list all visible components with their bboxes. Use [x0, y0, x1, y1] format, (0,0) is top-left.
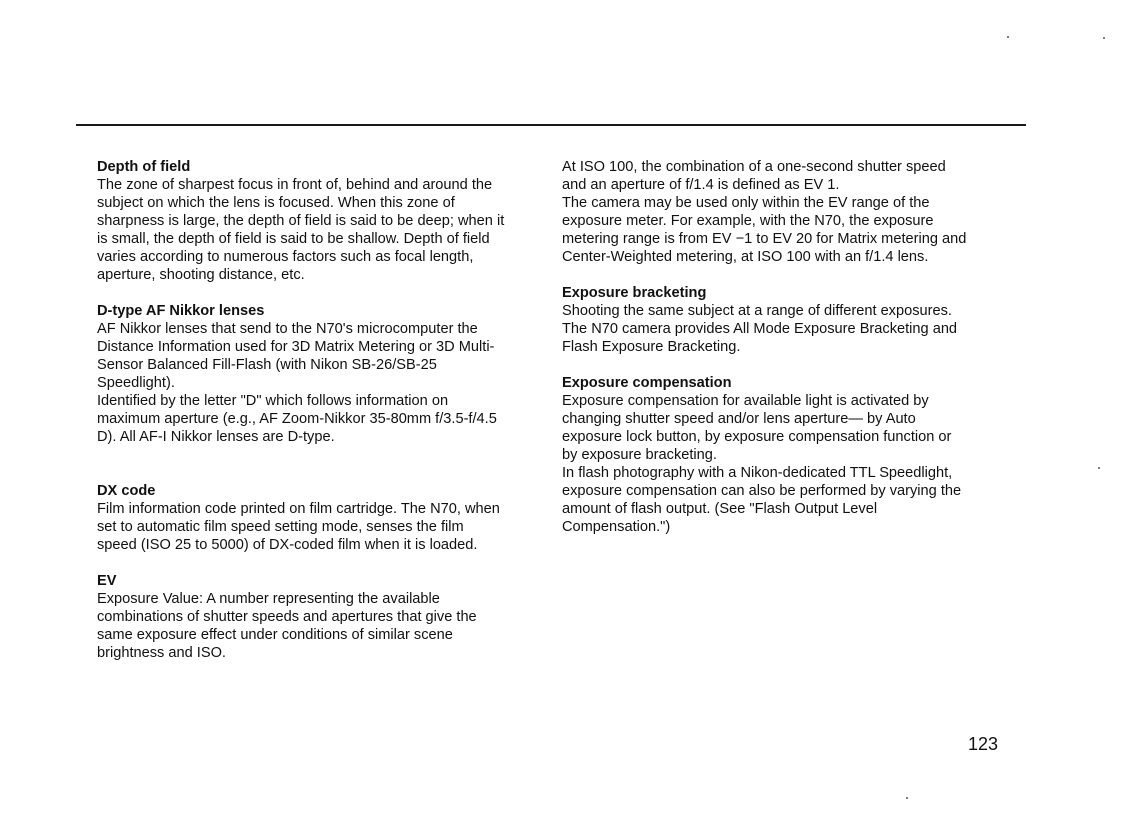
glossary-term: DX code: [97, 483, 156, 499]
glossary-text-line: In flash photography with a Nikon-dedicated TTL Speedlight,: [562, 465, 953, 481]
glossary-term: EV: [97, 573, 117, 589]
glossary-text-line: Exposure compensation for available light is activated by: [562, 393, 929, 409]
glossary-text-line: speed (ISO 25 to 5000) of DX-coded film when it is loaded.: [97, 537, 478, 553]
glossary-text-line: Flash Exposure Bracketing.: [562, 339, 741, 355]
glossary-text-line: same exposure effect under conditions of similar scene: [97, 627, 453, 643]
glossary-term: Depth of field: [97, 159, 191, 175]
scan-speck: [1007, 36, 1009, 38]
glossary-entry-d-type-af-nikkor: [97, 302, 537, 446]
glossary-text-line: maximum aperture (e.g., AF Zoom-Nikkor 35-80mm f/3.5-f/4.5: [97, 411, 497, 427]
glossary-text-line: The zone of sharpest focus in front of, behind and around the: [97, 177, 493, 193]
glossary-text-line: brightness and ISO.: [97, 645, 226, 661]
glossary-text-line: and an aperture of f/1.4 is defined as EV 1.: [562, 177, 840, 193]
glossary-term: Exposure compensation: [562, 375, 732, 391]
glossary-text-line: D). All AF-I Nikkor lenses are D-type.: [97, 429, 335, 445]
glossary-text-line: metering range is from EV −1 to EV 20 for Matrix metering and: [562, 231, 967, 247]
glossary-text-line: Sensor Balanced Fill-Flash (with Nikon SB-26/SB-25: [97, 357, 437, 373]
glossary-term: D-type AF Nikkor lenses: [97, 303, 265, 319]
glossary-text-line: Speedlight).: [97, 375, 175, 391]
glossary-text-line: aperture, shooting distance, etc.: [97, 267, 305, 283]
glossary-text-line: by exposure bracketing.: [562, 447, 717, 463]
glossary-text-line: varies according to numerous factors such as focal length,: [97, 249, 474, 265]
glossary-text-line: amount of flash output. (See "Flash Output Level: [562, 501, 878, 517]
glossary-text-line: The camera may be used only within the EV range of the: [562, 195, 930, 211]
glossary-text-line: changing shutter speed and/or lens aperture— by Auto: [562, 411, 916, 427]
glossary-text-line: Identified by the letter "D" which follows information on: [97, 393, 449, 409]
glossary-text-line: exposure lock button, by exposure compensation function or: [562, 429, 952, 445]
glossary-entry-exposure-compensation: [562, 374, 1002, 536]
glossary-entry-ev: [97, 572, 537, 662]
glossary-text-line: Center-Weighted metering, at ISO 100 with an f/1.4 lens.: [562, 249, 929, 265]
glossary-text-line: The N70 camera provides All Mode Exposure Bracketing and: [562, 321, 958, 337]
glossary-text-line: AF Nikkor lenses that send to the N70's microcomputer the: [97, 321, 478, 337]
glossary-text-line: exposure meter. For example, with the N70, the exposure: [562, 213, 934, 229]
scan-speck: [906, 797, 908, 799]
glossary-term: Exposure bracketing: [562, 285, 707, 301]
glossary-entry-dx-code: [97, 482, 537, 554]
glossary-entry-depth-of-field: [97, 158, 537, 284]
page-number: 123: [968, 734, 999, 754]
glossary-text-line: Distance Information used for 3D Matrix Metering or 3D Multi-: [97, 339, 495, 355]
glossary-text-line: Film information code printed on film cartridge. The N70, when: [97, 501, 500, 517]
glossary-entry-exposure-bracketing: [562, 284, 1002, 356]
glossary-column-right: [562, 158, 1002, 536]
glossary-text-line: combinations of shutter speeds and apertures that give the: [97, 609, 477, 625]
glossary-entry-ev-continued: [562, 158, 1002, 266]
glossary-text-line: sharpness is large, the depth of field is said to be deep; when it: [97, 213, 505, 229]
scan-speck: [1098, 467, 1100, 469]
header-rule: [76, 124, 1026, 126]
glossary-text-line: subject on which the lens is focused. When this zone of: [97, 195, 455, 211]
glossary-text-line: Compensation."): [562, 519, 671, 535]
glossary-text-line: is small, the depth of field is said to be shallow. Depth of field: [97, 231, 490, 247]
glossary-text-line: exposure compensation can also be performed by varying the: [562, 483, 962, 499]
glossary-text-line: Shooting the same subject at a range of different exposures.: [562, 303, 952, 319]
glossary-text-line: Exposure Value: A number representing the available: [97, 591, 440, 607]
glossary-text-line: At ISO 100, the combination of a one-second shutter speed: [562, 159, 946, 175]
scan-speck: [1103, 37, 1105, 39]
glossary-column-left: [97, 158, 537, 662]
glossary-text-line: set to automatic film speed setting mode, senses the film: [97, 519, 464, 535]
